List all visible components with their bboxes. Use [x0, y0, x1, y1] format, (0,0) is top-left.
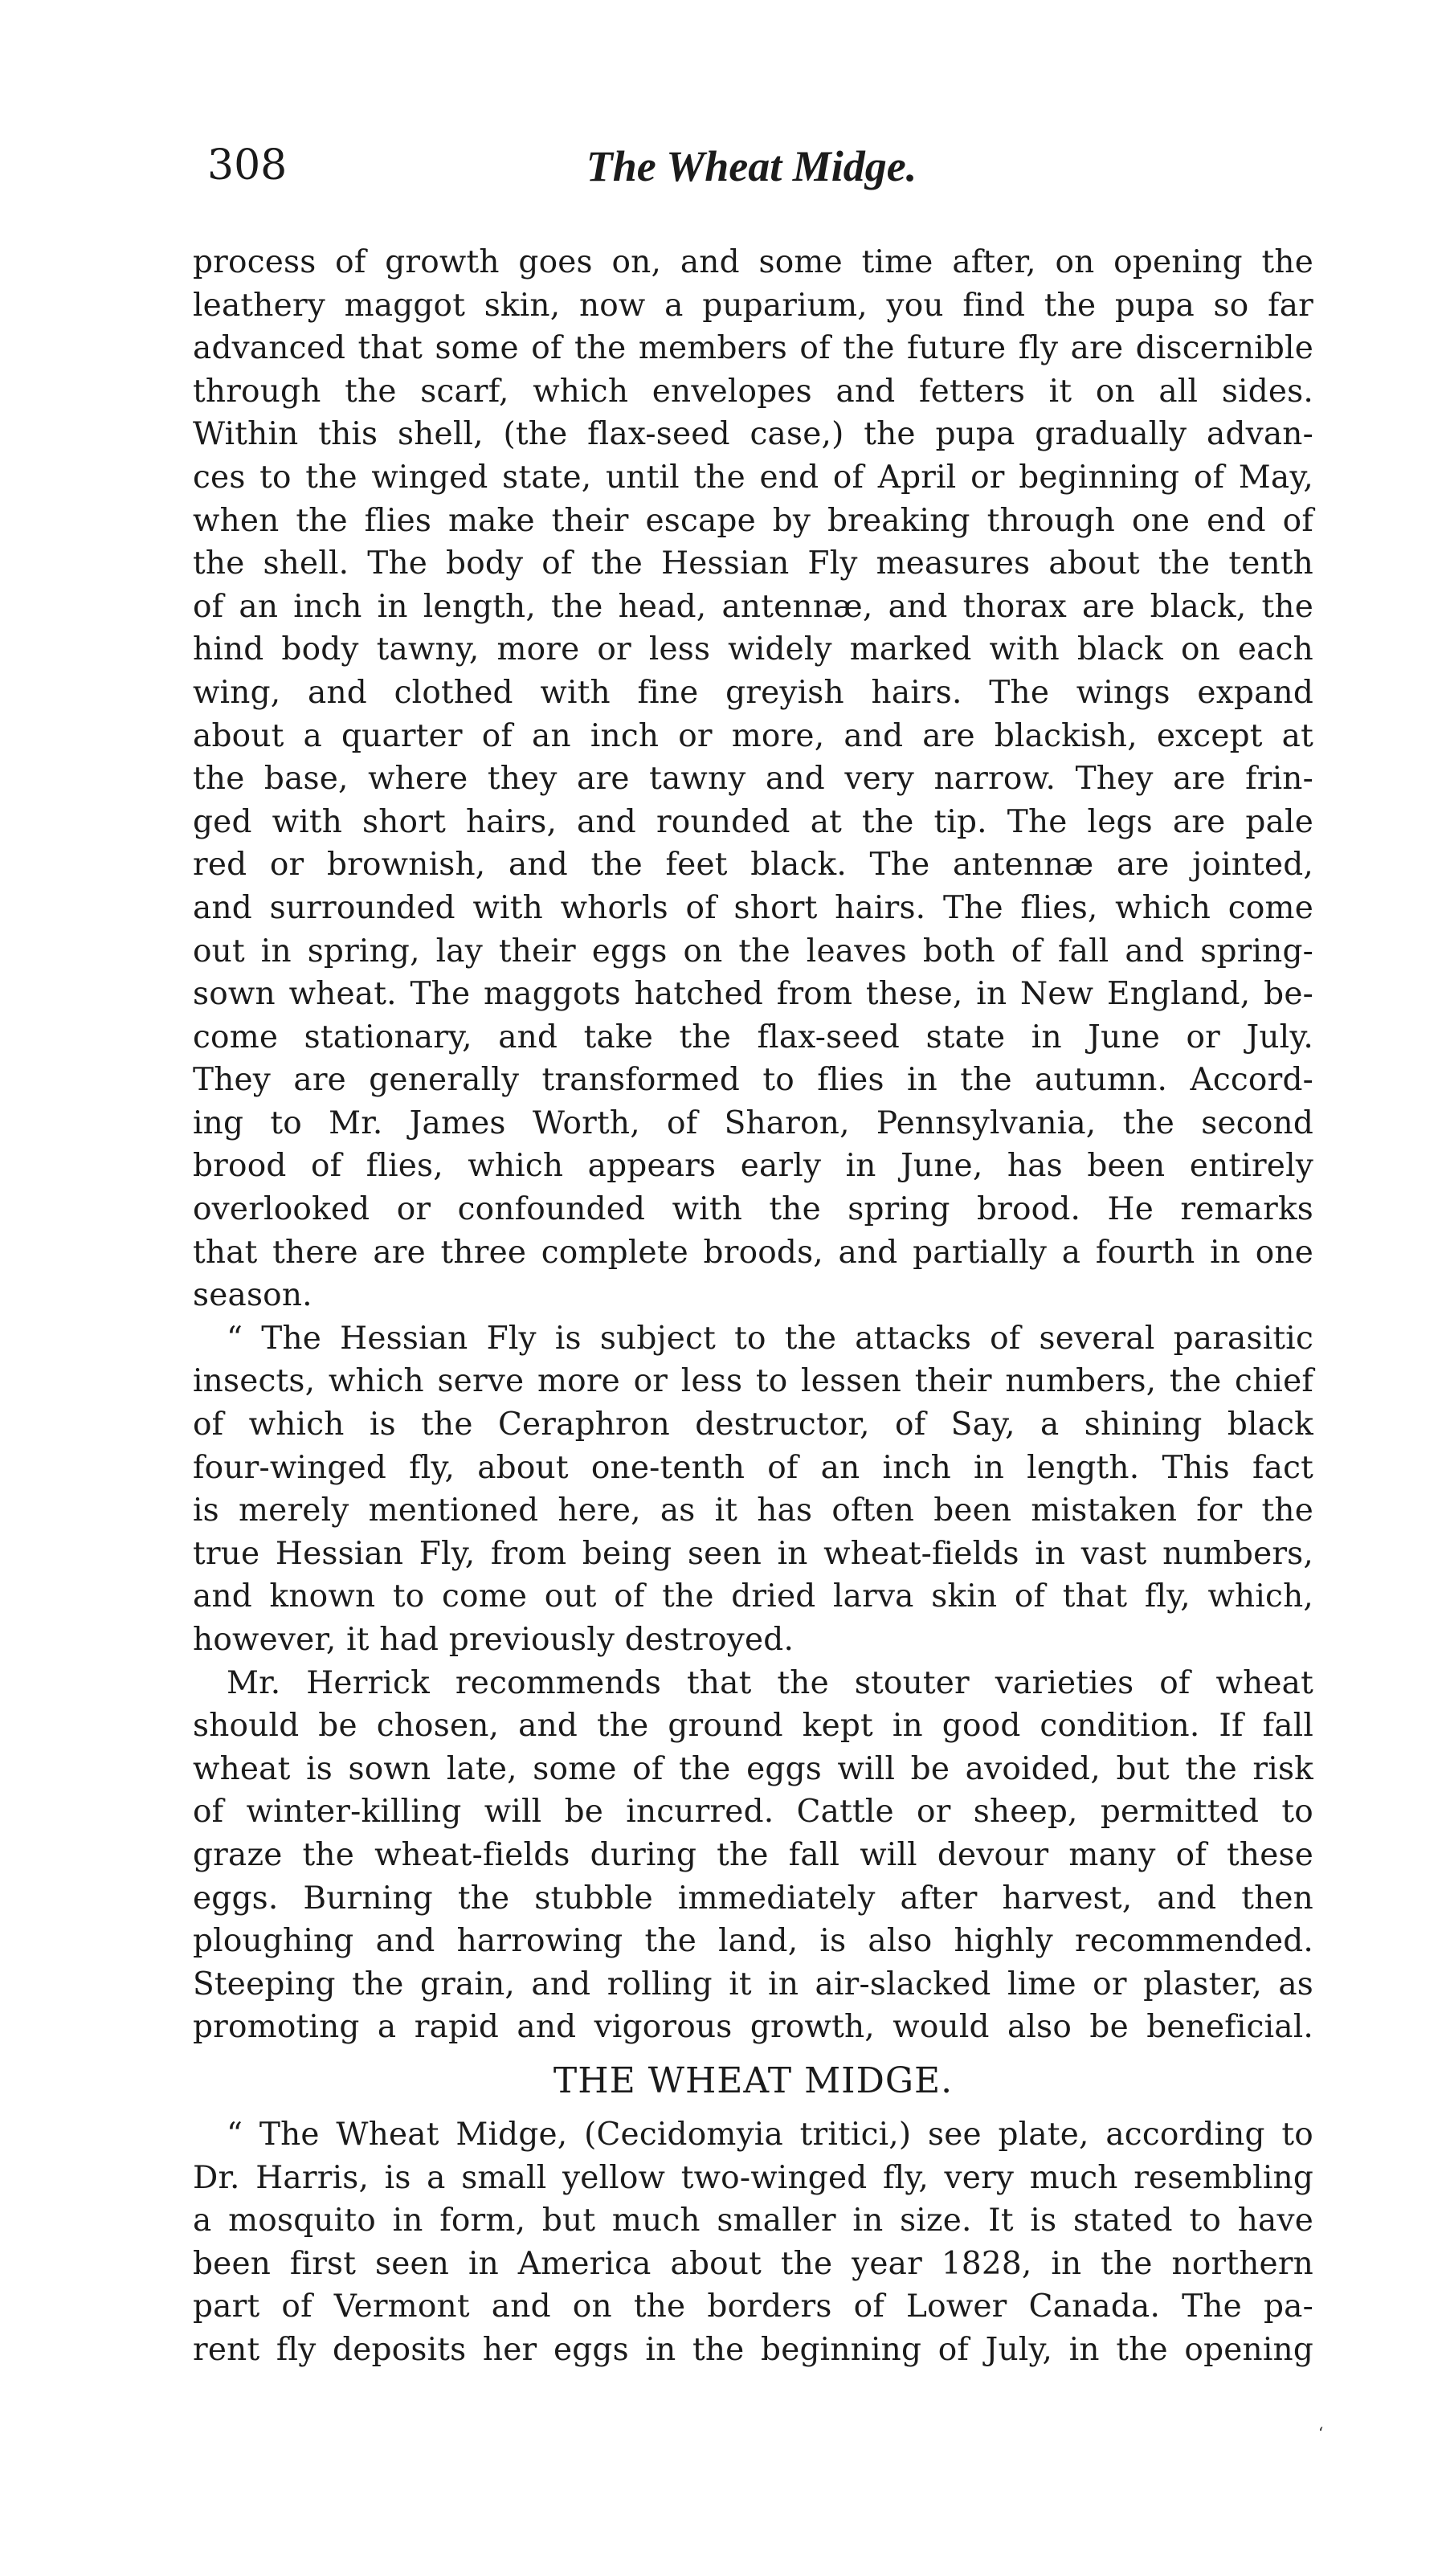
- text-line: leathery maggot skin, now a puparium, you find the pupa so far: [193, 287, 1313, 324]
- paragraph-1: [193, 241, 1313, 1317]
- text-line: and known to come out of the dried larva skin of that fly, which,: [193, 1578, 1313, 1615]
- text-line: the shell. The body of the Hessian Fly measures about the tenth: [193, 545, 1313, 582]
- text-line: hind body tawny, more or less widely marked with black on each: [193, 631, 1313, 668]
- text-line: insects, which serve more or less to lessen their numbers, the chief: [193, 1363, 1313, 1400]
- text-line: process of growth goes on, and some time after, on opening the: [193, 244, 1313, 280]
- text-line: and surrounded with whorls of short hairs. The flies, which come: [193, 889, 1313, 926]
- paragraph-2: [193, 1317, 1313, 1662]
- text-line: promoting a rapid and vigorous growth, would also be beneficial.: [193, 2009, 1313, 2046]
- text-line: rent fly deposits her eggs in the beginning of July, in the opening: [193, 2331, 1313, 2368]
- page-mark: ‘: [1318, 2423, 1324, 2443]
- text-line: a mosquito in form, but much smaller in size. It is stated to have: [193, 2202, 1313, 2239]
- text-line: overlooked or confounded with the spring brood. He remarks: [193, 1191, 1313, 1228]
- page-number: 308: [207, 141, 288, 190]
- running-head: [191, 141, 1312, 198]
- text-line: ing to Mr. James Worth, of Sharon, Pennsylvania, the second: [193, 1104, 1313, 1141]
- text-line: out in spring, lay their eggs on the leaves both of fall and spring-: [193, 933, 1313, 970]
- text-line: of which is the Ceraphron destructor, of Say, a shining black: [193, 1406, 1313, 1443]
- text-line: Mr. Herrick recommends that the stouter varieties of wheat: [227, 1664, 1313, 1701]
- text-line: been first seen in America about the year 1828, in the northern: [193, 2245, 1313, 2282]
- text-line: eggs. Burning the stubble immediately after harvest, and then: [193, 1880, 1313, 1917]
- text-line: “ The Hessian Fly is subject to the attacks of several parasitic: [227, 1320, 1313, 1357]
- text-line: true Hessian Fly, from being seen in wheat-fields in vast numbers,: [193, 1535, 1313, 1572]
- text-line: part of Vermont and on the borders of Lower Canada. The pa-: [193, 2288, 1313, 2325]
- section-heading: THE WHEAT MIDGE.: [553, 2060, 954, 2101]
- text-line: brood of flies, which appears early in June, has been entirely: [193, 1148, 1313, 1185]
- text-line: Within this shell, (the flax-seed case,) the pupa gradually advan-: [193, 416, 1313, 453]
- text-line: come stationary, and take the flax-seed state in June or July.: [193, 1019, 1313, 1055]
- text-line: sown wheat. The maggots hatched from these, in New England, be-: [193, 976, 1313, 1013]
- text-line: Dr. Harris, is a small yellow two-winged fly, very much resembling: [193, 2159, 1313, 2196]
- text-line: “ The Wheat Midge, (Cecidomyia tritici,) see plate, according to: [227, 2116, 1313, 2153]
- text-line: when the flies make their escape by breaking through one end of: [193, 502, 1313, 539]
- text-line: is merely mentioned here, as it has often been mistaken for the: [193, 1492, 1313, 1529]
- text-line: They are generally transformed to flies in the autumn. Accord-: [193, 1062, 1313, 1099]
- text-line: ces to the winged state, until the end of April or beginning of May,: [193, 459, 1313, 496]
- paragraph-3: [193, 1662, 1313, 2049]
- text-line: of an inch in length, the head, antennæ, and thorax are black, the: [193, 588, 1313, 625]
- text-line: the base, where they are tawny and very narrow. They are frin-: [193, 761, 1313, 798]
- running-title: The Wheat Midge.: [586, 142, 917, 190]
- text-line: four-winged fly, about one-tenth of an inch in length. This fact: [193, 1449, 1313, 1486]
- text-line: ged with short hairs, and rounded at the tip. The legs are pale: [193, 803, 1313, 840]
- text-line: that there are three complete broods, and partially a fourth in one: [193, 1234, 1313, 1271]
- text-line: graze the wheat-fields during the fall will devour many of these: [193, 1836, 1313, 1873]
- text-line: about a quarter of an inch or more, and are blackish, except at: [193, 717, 1313, 754]
- text-line: ploughing and harrowing the land, is also highly recommended.: [193, 1923, 1313, 1960]
- text-line: season.: [193, 1277, 312, 1314]
- text-line: through the scarf, which envelopes and fetters it on all sides.: [193, 373, 1313, 410]
- text-line: of winter-killing will be incurred. Cattle or sheep, permitted to: [193, 1794, 1313, 1831]
- text-line: red or brownish, and the feet black. The antennæ are jointed,: [193, 847, 1313, 884]
- text-line: Steeping the grain, and rolling it in air-slacked lime or plaster, as: [193, 1966, 1313, 2002]
- body-text: [193, 241, 1313, 2372]
- text-line: wing, and clothed with fine greyish hairs. The wings expand: [193, 674, 1313, 711]
- section-paragraph: [193, 2113, 1313, 2372]
- text-line: advanced that some of the members of the future fly are discernible: [193, 330, 1313, 367]
- text-line: should be chosen, and the ground kept in good condition. If fall: [193, 1708, 1313, 1745]
- text-line: wheat is sown late, some of the eggs will be avoided, but the risk: [193, 1750, 1313, 1787]
- text-line: however, it had previously destroyed.: [193, 1622, 794, 1658]
